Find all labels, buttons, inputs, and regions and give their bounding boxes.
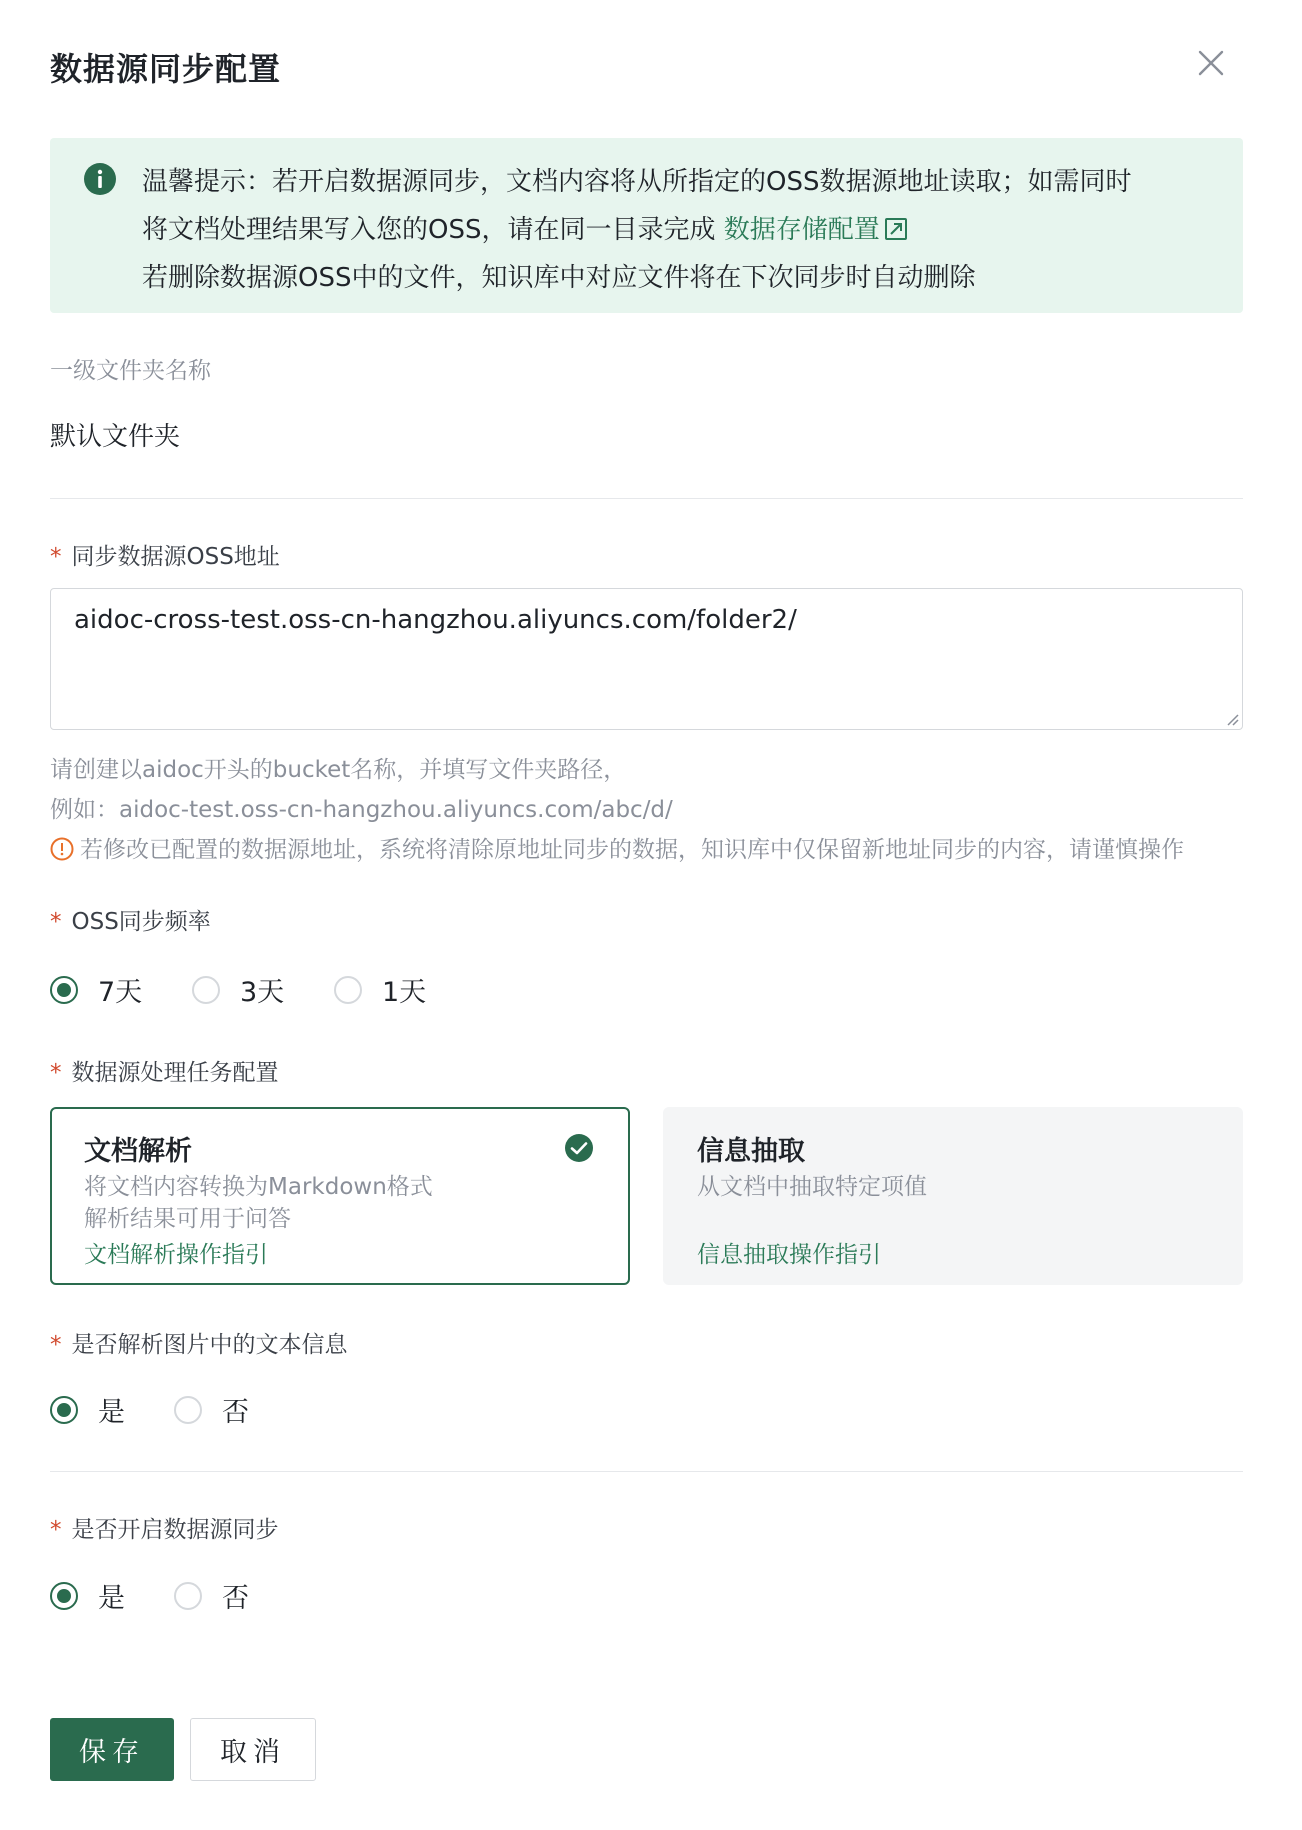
task-config-label	[50, 1054, 279, 1087]
frequency-radio-1d[interactable]	[334, 970, 426, 1009]
card-description	[697, 1171, 927, 1203]
save-button[interactable]: 保存	[50, 1718, 174, 1781]
card-description	[84, 1171, 433, 1235]
notice-line-1: 温馨提示：若开启数据源同步，文档内容将从所指定的OSS数据源地址读取；如需同时	[142, 167, 1132, 197]
task-card-doc-parse[interactable]	[50, 1107, 630, 1285]
parse-images-label-text: 是否解析图片中的文本信息	[71, 1332, 348, 1358]
oss-warning	[50, 831, 1184, 864]
radio-label: 是	[98, 1397, 125, 1428]
required-mark: *	[50, 1332, 62, 1358]
task-config-label-text: 数据源处理任务配置	[71, 1060, 279, 1086]
oss-address-label	[50, 538, 280, 571]
card-desc-line-1: 将文档内容转换为Markdown格式	[84, 1174, 433, 1200]
radio-label: 7天	[98, 977, 143, 1008]
check-circle-icon	[564, 1133, 594, 1163]
notice-line-2-text: 将文档处理结果写入您的OSS，请在同一目录完成	[142, 215, 724, 245]
radio-dot	[192, 976, 220, 1004]
info-extract-guide-link[interactable]: 信息抽取操作指引	[697, 1242, 881, 1268]
card-title: 文档解析	[84, 1136, 192, 1167]
enable-sync-radio-yes[interactable]	[50, 1576, 125, 1615]
required-mark: *	[50, 1517, 62, 1543]
close-button[interactable]	[1194, 46, 1228, 80]
enable-sync-label-text: 是否开启数据源同步	[71, 1517, 279, 1543]
close-icon	[1194, 46, 1228, 80]
radio-dot	[50, 1582, 78, 1610]
parse-images-label	[50, 1326, 348, 1359]
card-desc-line-2: 解析结果可用于问答	[84, 1206, 291, 1232]
oss-warning-text: 若修改已配置的数据源地址，系统将清除原地址同步的数据，知识库中仅保留新地址同步的内容，请谨慎操作	[80, 837, 1184, 863]
storage-config-link-label: 数据存储配置	[723, 215, 880, 245]
radio-dot	[334, 976, 362, 1004]
cancel-button[interactable]: 取消	[190, 1718, 316, 1781]
storage-config-link[interactable]	[724, 215, 908, 245]
oss-hint-line-2: 例如：aidoc-test.oss-cn-hangzhou.aliyuncs.com/abc/d/	[50, 797, 673, 823]
radio-dot	[50, 1396, 78, 1424]
dialog-title: 数据源同步配置	[50, 50, 282, 88]
info-icon	[83, 162, 117, 196]
oss-hint-line-1: 请创建以aidoc开头的bucket名称，并填写文件夹路径，	[50, 757, 627, 783]
radio-dot	[50, 976, 78, 1004]
oss-address-label-text: 同步数据源OSS地址	[71, 544, 280, 570]
enable-sync-radio-no[interactable]	[174, 1576, 249, 1615]
radio-label: 否	[222, 1583, 249, 1614]
external-link-icon	[884, 217, 908, 241]
parse-images-radio-no[interactable]	[174, 1390, 249, 1429]
radio-label: 3天	[240, 977, 285, 1008]
oss-address-value: aidoc-cross-test.oss-cn-hangzhou.aliyuncs.com/folder2/	[74, 605, 797, 635]
notice-line-3: 若删除数据源OSS中的文件，知识库中对应文件将在下次同步时自动删除	[142, 263, 976, 293]
radio-label: 是	[98, 1583, 125, 1614]
task-card-info-extract[interactable]	[663, 1107, 1243, 1285]
card-title: 信息抽取	[697, 1136, 805, 1167]
warning-icon	[50, 837, 74, 861]
doc-parse-guide-link[interactable]: 文档解析操作指引	[84, 1242, 268, 1268]
parse-images-radio-yes[interactable]	[50, 1390, 125, 1429]
enable-sync-label	[50, 1511, 279, 1544]
required-mark: *	[50, 544, 62, 570]
radio-dot	[174, 1582, 202, 1610]
radio-dot	[174, 1396, 202, 1424]
notice-line-2	[142, 206, 1131, 254]
frequency-radio-3d[interactable]	[192, 970, 284, 1009]
folder-name-value: 默认文件夹	[50, 422, 181, 452]
tip-notice	[50, 138, 1243, 313]
section-divider	[50, 1471, 1243, 1472]
resize-handle-icon[interactable]	[1225, 712, 1239, 726]
required-mark: *	[50, 909, 62, 935]
frequency-radio-7d[interactable]	[50, 970, 142, 1009]
oss-address-textarea[interactable]	[50, 588, 1243, 730]
radio-label: 否	[222, 1397, 249, 1428]
required-mark: *	[50, 1060, 62, 1086]
frequency-label-text: OSS同步频率	[71, 909, 211, 935]
frequency-label	[50, 903, 211, 936]
folder-name-label: 一级文件夹名称	[50, 358, 211, 384]
radio-label: 1天	[382, 977, 427, 1008]
section-divider	[50, 498, 1243, 499]
card-desc-line-1: 从文档中抽取特定项值	[697, 1174, 927, 1200]
